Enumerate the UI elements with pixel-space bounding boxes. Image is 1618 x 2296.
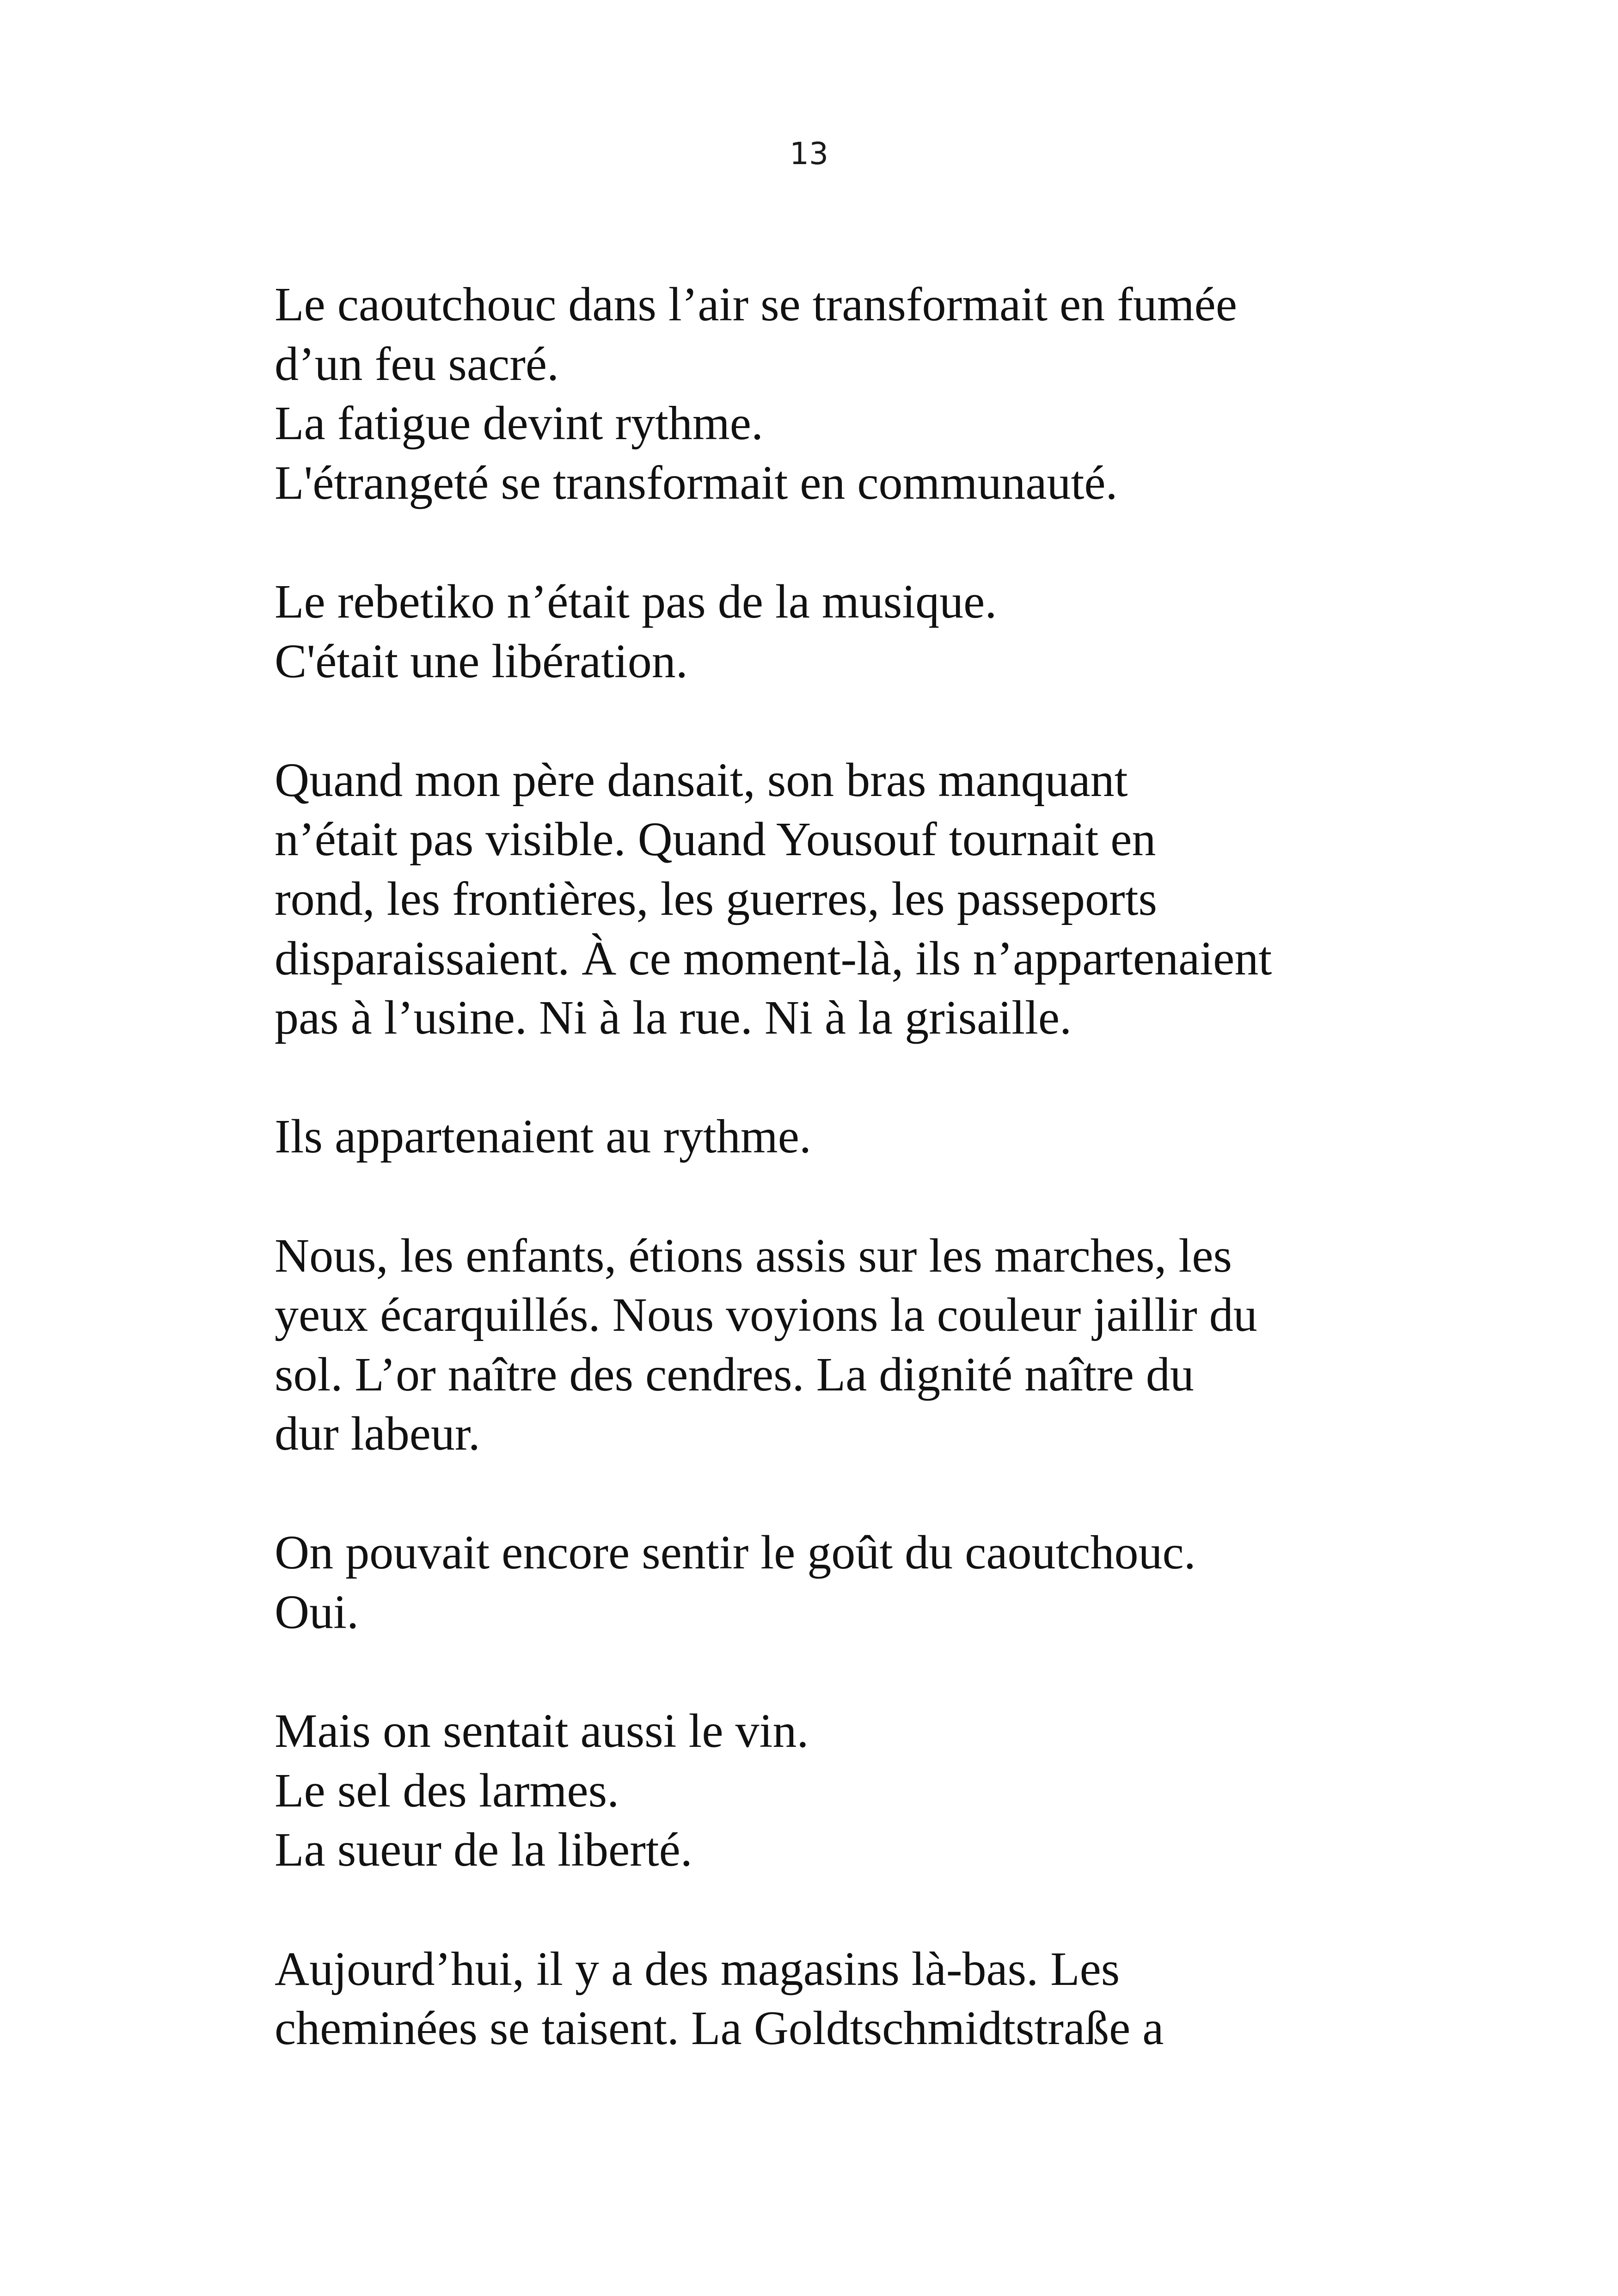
paragraph: [275, 751, 1389, 1048]
text-line: n’était pas visible. Quand Yousouf tournait en: [275, 813, 1156, 866]
paragraph: [275, 1226, 1389, 1464]
paragraph: [275, 1107, 1389, 1167]
text-line: L'étrangeté se transformait en communauté.: [275, 456, 1118, 509]
text-line: Quand mon père dansait, son bras manquant: [275, 753, 1128, 807]
text-line: sol. L’or naître des cendres. La dignité naître du: [275, 1347, 1194, 1401]
text-line: Le rebetiko n’était pas de la musique.: [275, 575, 997, 628]
text-line: d’un feu sacré.: [275, 337, 559, 391]
text-line: cheminées se taisent. La Goldtschmidtstraße a: [275, 2002, 1164, 2055]
text-line: Mais on sentait aussi le vin.: [275, 1704, 809, 1758]
text-line: Le caoutchouc dans l’air se transformait en fumée: [275, 278, 1237, 331]
paragraph: [275, 1702, 1389, 1880]
text-line: Ils appartenaient au rythme.: [275, 1110, 811, 1163]
text-line: La sueur de la liberté.: [275, 1823, 693, 1877]
text-line: C'était une libération.: [275, 634, 688, 688]
text-line: pas à l’usine. Ni à la rue. Ni à la grisaille.: [275, 991, 1072, 1045]
text-line: dur labeur.: [275, 1407, 480, 1461]
page-number: 13: [790, 136, 828, 171]
text-line: Le sel des larmes.: [275, 1763, 619, 1817]
text-line: La fatigue devint rythme.: [275, 397, 763, 450]
paragraph: [275, 1523, 1389, 1642]
text-line: Aujourd’hui, il y a des magasins là-bas. Les: [275, 1942, 1120, 1996]
text-line: yeux écarquillés. Nous voyions la couleur jaillir du: [275, 1288, 1257, 1342]
text-line: disparaissaient. À ce moment-là, ils n’appartenaient: [275, 931, 1272, 985]
paragraph: [275, 572, 1389, 691]
text-line: rond, les frontières, les guerres, les passeports: [275, 872, 1158, 925]
text-body: [275, 275, 1389, 2118]
text-line: Nous, les enfants, étions assis sur les marches, les: [275, 1229, 1232, 1282]
text-line: Oui.: [275, 1586, 359, 1639]
paragraph: [275, 275, 1389, 513]
text-line: On pouvait encore sentir le goût du caoutchouc.: [275, 1526, 1196, 1580]
paragraph: [275, 1940, 1389, 2058]
